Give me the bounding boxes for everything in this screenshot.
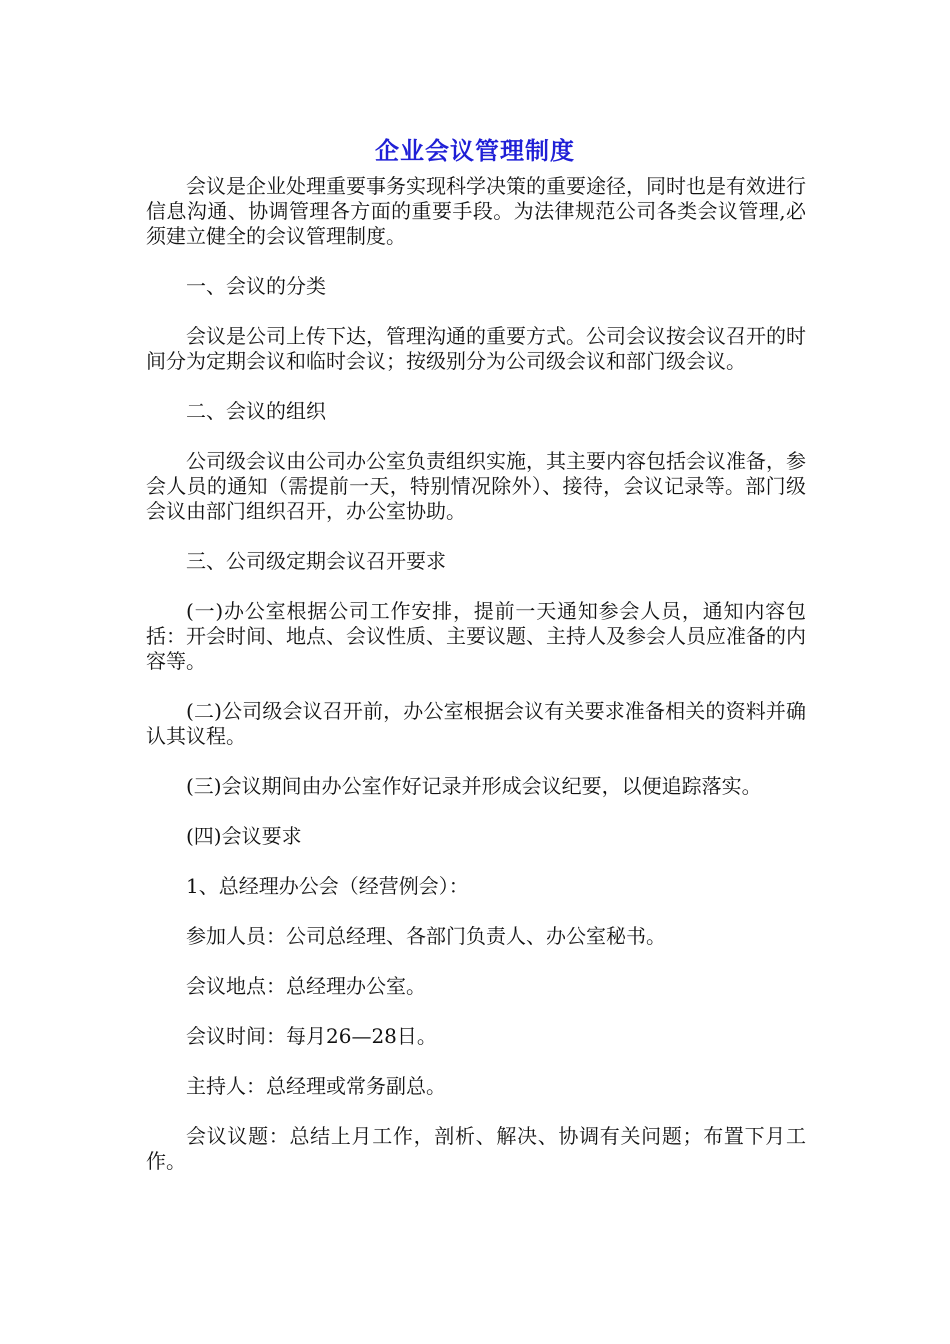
paragraph-attendees: 参加人员：公司总经理、各部门负责人、办公室秘书。 [186,924,666,948]
paragraph-location: 会议地点：总经理办公室。 [186,974,426,998]
paragraph-organization: 公司级会议由公司办公室负责组织实施，其主要内容包括会议准备，参会人员的通知（需提前一天，特别情况除外）、接待，会议记录等。部门级会议由部门组织召开，办公室协助。 [146,449,806,523]
section-heading-organization: 二、会议的组织 [186,399,326,423]
paragraph-item-3: (三)会议期间由办公室作好记录并形成会议纪要，以便追踪落实。 [186,774,762,798]
document-title: 企业会议管理制度 [375,137,575,165]
paragraph-host: 主持人：总经理或常务副总。 [186,1074,446,1098]
paragraph-item-1: (一)办公室根据公司工作安排，提前一天通知参会人员，通知内容包括：开会时间、地点、会议性质、主要议题、主持人及参会人员应准备的内容等。 [146,599,806,673]
paragraph-classification: 会议是公司上传下达，管理沟通的重要方式。公司会议按会议召开的时间分为定期会议和临时会议；按级别分为公司级会议和部门级会议。 [146,324,806,373]
paragraph-item-2: (二)公司级会议召开前，办公室根据会议有关要求准备相关的资料并确认其议程。 [146,699,806,748]
section-heading-requirements: 三、公司级定期会议召开要求 [186,549,446,573]
paragraph-topics: 会议议题：总结上月工作，剖析、解决、协调有关问题；布置下月工作。 [146,1124,806,1173]
document-body [146,174,806,1174]
paragraph-time: 会议时间：每月26—28日。 [186,1024,437,1048]
paragraph-gm-meeting: 1、总经理办公会（经营例会）： [186,874,469,898]
paragraph-item-4: (四)会议要求 [186,824,302,848]
paragraph-intro: 会议是企业处理重要事务实现科学决策的重要途径，同时也是有效进行信息沟通、协调管理各方面的重要手段。为法律规范公司各类会议管理,必须建立健全的会议管理制度。 [146,174,806,248]
section-heading-classification: 一、会议的分类 [186,274,326,298]
